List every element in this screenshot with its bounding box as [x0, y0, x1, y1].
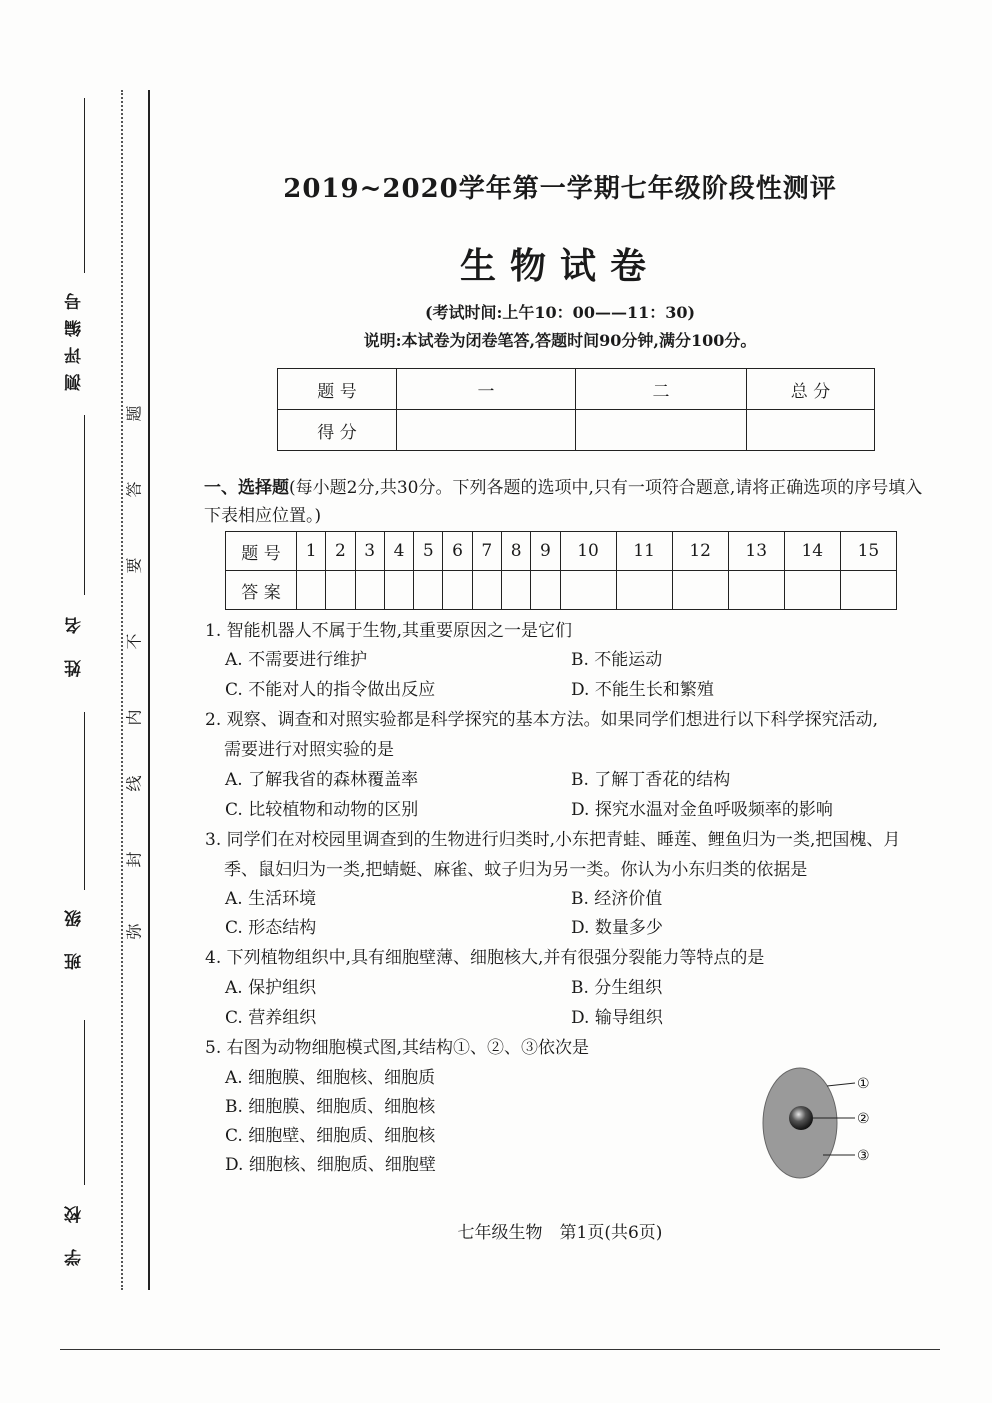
- answer-number-cell: 1: [297, 532, 326, 571]
- score-header: 一: [397, 369, 576, 410]
- seal-char: 弥: [124, 923, 144, 940]
- seal-char: 封: [124, 851, 144, 868]
- answer-input-cell[interactable]: [728, 571, 784, 610]
- answer-row-label: 答 案: [226, 571, 297, 610]
- score-cell[interactable]: [576, 410, 747, 451]
- class-label: 班 级: [65, 900, 85, 970]
- question-4-option-a: A. 保护组织: [225, 978, 317, 998]
- question-4-option-c: C. 营养组织: [225, 1008, 317, 1028]
- question-1-stem: 1. 智能机器人不属于生物,其重要原因之一是它们: [205, 621, 573, 641]
- answer-number-cell: 14: [784, 532, 840, 571]
- answer-number-cell: 4: [384, 532, 413, 571]
- question-1-option-a: A. 不需要进行维护: [225, 650, 368, 670]
- binding-line-right: [148, 90, 150, 1290]
- score-row-label: 得 分: [278, 410, 397, 451]
- exam-title: 2019~2020学年第一学期七年级阶段性测评: [283, 174, 837, 204]
- answer-table: [225, 531, 897, 610]
- question-3-option-d: D. 数量多少: [571, 918, 663, 938]
- answer-number-cell: 6: [443, 532, 472, 571]
- answer-input-cell[interactable]: [326, 571, 355, 610]
- exam-number-field[interactable]: [84, 98, 85, 273]
- section-heading: [204, 474, 934, 530]
- figure-label-2: ②: [857, 1111, 870, 1127]
- class-field[interactable]: [84, 712, 85, 890]
- answer-number-cell: 7: [472, 532, 501, 571]
- answer-input-cell[interactable]: [355, 571, 384, 610]
- question-5-option-d: D. 细胞核、细胞质、细胞壁: [225, 1155, 436, 1175]
- answer-input-cell[interactable]: [672, 571, 728, 610]
- answer-number-cell: 10: [560, 532, 616, 571]
- question-5-option-b: B. 细胞膜、细胞质、细胞核: [225, 1097, 436, 1117]
- question-4-option-d: D. 输导组织: [571, 1008, 663, 1028]
- answer-number-cell: 12: [672, 532, 728, 571]
- binding-dotted-line: [121, 90, 123, 1290]
- question-5-stem: 5. 右图为动物细胞模式图,其结构①、②、③依次是: [205, 1038, 590, 1058]
- answer-input-cell[interactable]: [384, 571, 413, 610]
- score-header: 二: [576, 369, 747, 410]
- answer-number-cell: 2: [326, 532, 355, 571]
- exam-time: (考试时间:上午10：00——11：30): [424, 303, 696, 322]
- score-table: [277, 368, 875, 451]
- question-3-option-c: C. 形态结构: [225, 918, 317, 938]
- seal-char: 线: [124, 775, 144, 792]
- answer-input-cell[interactable]: [414, 571, 443, 610]
- figure-label-1: ①: [857, 1076, 870, 1092]
- answer-input-cell[interactable]: [297, 571, 326, 610]
- subject-title: 生物试卷: [459, 245, 660, 287]
- seal-char: 内: [124, 709, 144, 726]
- name-field[interactable]: [84, 415, 85, 595]
- question-3-option-b: B. 经济价值: [571, 889, 663, 909]
- question-1-option-b: B. 不能运动: [571, 650, 663, 670]
- question-2-stem-cont: 需要进行对照实验的是: [224, 740, 394, 760]
- question-2-option-a: A. 了解我省的森林覆盖率: [225, 770, 419, 790]
- answer-input-cell[interactable]: [616, 571, 672, 610]
- question-5-option-c: C. 细胞壁、细胞质、细胞核: [225, 1126, 436, 1146]
- section-description: (每小题2分,共30分。下列各题的选项中,只有一项符合题意,请将正确选项的序号填入下表相应位置。): [204, 478, 923, 526]
- seal-char: 答: [124, 481, 144, 498]
- seal-char: 不: [124, 633, 144, 650]
- seal-char: 题: [124, 405, 144, 422]
- page-bottom-rule: [60, 1349, 940, 1350]
- answer-input-cell[interactable]: [531, 571, 560, 610]
- school-field[interactable]: [84, 1020, 85, 1185]
- answer-number-cell: 8: [501, 532, 530, 571]
- answer-number-cell: 11: [616, 532, 672, 571]
- score-cell[interactable]: [747, 410, 875, 451]
- question-5-option-a: A. 细胞膜、细胞核、细胞质: [225, 1068, 436, 1088]
- question-4-option-b: B. 分生组织: [571, 978, 663, 998]
- cell-nucleus-shape: [789, 1106, 813, 1130]
- figure-label-3: ③: [857, 1148, 870, 1164]
- section-title: 一、选择题: [204, 478, 289, 498]
- pointer-line-1: [827, 1083, 855, 1086]
- question-3-stem-cont: 季、鼠妇归为一类,把蜻蜓、麻雀、蚊子归为另一类。你认为小东归类的依据是: [224, 860, 808, 880]
- score-header: 总 分: [747, 369, 875, 410]
- question-3-stem: 3. 同学们在对校园里调查到的生物进行归类时,小东把青蛙、睡莲、鲤鱼归为一类,把国槐、月: [205, 830, 901, 850]
- answer-row-label: 题 号: [226, 532, 297, 571]
- answer-number-cell: 9: [531, 532, 560, 571]
- name-label: 姓 名: [65, 607, 85, 677]
- animal-cell-figure: [755, 1062, 885, 1187]
- score-header: 题 号: [278, 369, 397, 410]
- question-2-option-d: D. 探究水温对金鱼呼吸频率的影响: [571, 800, 833, 820]
- question-3-option-a: A. 生活环境: [225, 889, 317, 909]
- question-1-option-c: C. 不能对人的指令做出反应: [225, 680, 436, 700]
- question-4-stem: 4. 下列植物组织中,具有细胞壁薄、细胞核大,并有很强分裂能力等特点的是: [205, 948, 765, 968]
- answer-number-cell: 13: [728, 532, 784, 571]
- question-2-option-b: B. 了解丁香花的结构: [571, 770, 731, 790]
- question-2-stem: 2. 观察、调查和对照实验都是科学探究的基本方法。如果同学们想进行以下科学探究活动,: [205, 710, 879, 730]
- answer-input-cell[interactable]: [560, 571, 616, 610]
- answer-number-cell: 3: [355, 532, 384, 571]
- question-2-option-c: C. 比较植物和动物的区别: [225, 800, 419, 820]
- answer-input-cell[interactable]: [501, 571, 530, 610]
- seal-char: 要: [124, 557, 144, 574]
- answer-number-cell: 15: [840, 532, 896, 571]
- answer-number-cell: 5: [414, 532, 443, 571]
- page-footer: 七年级生物 第1页(共6页): [457, 1223, 663, 1243]
- answer-input-cell[interactable]: [784, 571, 840, 610]
- answer-input-cell[interactable]: [840, 571, 896, 610]
- exam-note: 说明:本试卷为闭卷笔答,答题时间90分钟,满分100分。: [363, 331, 757, 350]
- school-label: 学 校: [65, 1196, 85, 1266]
- score-cell[interactable]: [397, 410, 576, 451]
- exam-number-label: 测评编号: [65, 283, 85, 391]
- answer-input-cell[interactable]: [443, 571, 472, 610]
- question-1-option-d: D. 不能生长和繁殖: [571, 680, 714, 700]
- answer-input-cell[interactable]: [472, 571, 501, 610]
